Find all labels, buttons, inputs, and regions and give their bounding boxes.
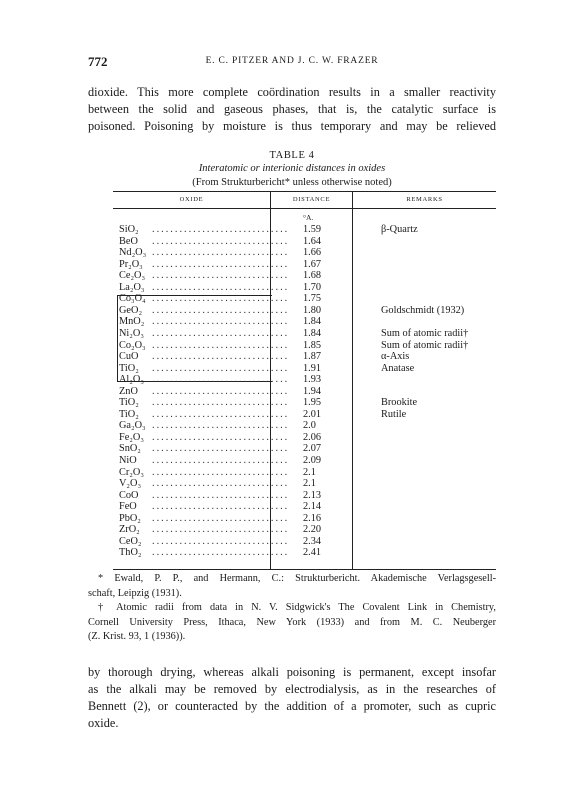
table-row — [0, 524, 572, 536]
distance-cell: 1.91 — [303, 362, 322, 374]
page-header — [88, 54, 496, 70]
leader-dots: .............................. — [152, 466, 290, 478]
leader-dots: .............................. — [152, 397, 290, 409]
table-row — [0, 386, 572, 398]
footnotes — [88, 572, 496, 645]
oxide-cell: Co₃O₄ — [119, 293, 146, 305]
paragraph-bottom — [88, 664, 496, 732]
table-row — [0, 293, 572, 305]
table-row — [0, 501, 572, 513]
distance-cell: 1.84 — [303, 327, 322, 339]
text-line: poisoned. Poisoning by moisture is thus temporary and may be relieved — [88, 119, 496, 133]
distance-cell: 2.0 — [303, 420, 316, 432]
table-row — [0, 224, 572, 236]
table-row — [0, 409, 572, 421]
oxide-cell: GeO₂ — [119, 304, 143, 316]
column-header-distance: DISTANCE — [292, 196, 331, 203]
distance-cell: 1.95 — [303, 397, 322, 409]
oxide-cell: TiO₂ — [119, 408, 139, 420]
oxide-cell: Al₂O₃ — [119, 374, 144, 386]
distance-units: °A. — [303, 213, 314, 222]
oxide-cell: SiO₂ — [119, 224, 139, 235]
paragraph-top — [88, 84, 496, 135]
remark-cell: Brookite — [381, 397, 418, 409]
table-row — [0, 328, 572, 340]
table-row — [0, 467, 572, 479]
leader-dots: .............................. — [152, 247, 290, 259]
table-row — [0, 374, 572, 386]
distance-cell: 2.20 — [303, 524, 322, 536]
oxide-cell: Ce₂O₃ — [119, 270, 146, 282]
leader-dots: .............................. — [152, 327, 290, 339]
oxide-cell: Nd₂O₃ — [119, 247, 147, 259]
leader-dots: .............................. — [152, 351, 290, 363]
column-header-oxide: OXIDE — [179, 196, 204, 203]
footnote-line: * Ewald, P. P., and Hermann, C.: Strukturbericht. Akademische Verlagsgesell- — [98, 573, 496, 584]
distance-cell: 1.94 — [303, 385, 322, 397]
text-line: Bennett (2), or counteracted by the addition of a promoter, such as cupric — [88, 699, 496, 713]
distance-cell: 1.80 — [303, 304, 322, 316]
oxide-cell: CoO — [119, 489, 139, 501]
oxide-cell: TiO₂ — [119, 362, 139, 374]
table-row — [0, 305, 572, 317]
remark-cell: Goldschmidt (1932) — [381, 304, 465, 316]
running-head: E. C. PITZER AND J. C. W. FRAZER — [205, 56, 379, 66]
table-row — [0, 270, 572, 282]
footnote-line: † Atomic radii from data in N. V. Sidgwick's The Covalent Link in Chemistry, — [98, 602, 496, 613]
leader-dots: .............................. — [152, 304, 290, 316]
distance-cell: 2.06 — [303, 431, 322, 443]
footnote-line: schaft, Leipzig (1931). — [88, 587, 182, 599]
leader-dots: .............................. — [152, 535, 290, 547]
table-row — [0, 259, 572, 271]
table-header-rule — [113, 208, 496, 209]
column-header-remarks: REMARKS — [406, 196, 443, 203]
text-line: by thorough drying, whereas alkali poisoning is permanent, except insofar — [88, 665, 496, 679]
distance-cell: 1.68 — [303, 270, 322, 282]
table-row — [0, 513, 572, 525]
table-row — [0, 316, 572, 328]
oxide-cell: Fe₂O₃ — [119, 431, 144, 443]
leader-dots: .............................. — [152, 478, 290, 490]
oxide-cell: ZnO — [119, 385, 138, 397]
table-row — [0, 443, 572, 455]
leader-dots: .............................. — [152, 281, 290, 293]
remark-cell: Rutile — [381, 408, 407, 420]
leader-dots: .............................. — [152, 431, 290, 443]
table-row — [0, 340, 572, 352]
oxide-cell: MnO₂ — [119, 316, 145, 328]
text-line: between the solid and gaseous phases, that is, the catalytic surface is — [88, 102, 496, 116]
leader-dots: .............................. — [152, 512, 290, 524]
oxide-cell: NiO — [119, 455, 137, 466]
distance-cell: 2.34 — [303, 535, 322, 547]
oxide-cell: ThO₂ — [119, 547, 142, 559]
table-row — [0, 455, 572, 467]
table-row — [0, 282, 572, 294]
table-row — [0, 490, 572, 502]
leader-dots: .............................. — [152, 547, 290, 559]
distance-cell: 1.67 — [303, 258, 322, 270]
oxide-cell: V₂O₃ — [119, 478, 142, 490]
leader-dots: .............................. — [152, 408, 290, 420]
text-line: as the alkali may be removed by electrodialysis, as in the researches of — [88, 682, 496, 696]
leader-dots: .............................. — [152, 501, 290, 513]
table-row — [0, 478, 572, 490]
table-row — [0, 432, 572, 444]
distance-cell: 1.93 — [303, 374, 322, 386]
distance-cell: 1.66 — [303, 247, 322, 259]
oxide-cell: Co₂O₃ — [119, 339, 146, 351]
distance-cell: 1.70 — [303, 281, 322, 293]
remark-cell: α-Axis — [381, 351, 410, 363]
table-row — [0, 247, 572, 259]
oxide-cell: CeO₂ — [119, 535, 142, 547]
oxide-cell: SnO₂ — [119, 443, 141, 455]
leader-dots: .............................. — [152, 293, 290, 305]
distance-cell: 2.01 — [303, 408, 322, 420]
text-line: oxide. — [88, 716, 119, 730]
distance-cell: 1.59 — [303, 224, 322, 235]
oxide-cell: Cr₂O₃ — [119, 466, 144, 478]
table-top-rule — [113, 191, 496, 192]
table-bottom-rule — [113, 569, 496, 570]
table-row — [0, 351, 572, 363]
distance-cell: 1.87 — [303, 351, 322, 363]
distance-cell: 2.16 — [303, 512, 322, 524]
table-row — [0, 420, 572, 432]
distance-cell: 2.1 — [303, 466, 316, 478]
distance-cell: 2.13 — [303, 489, 322, 501]
leader-dots: .............................. — [152, 443, 290, 455]
distance-cell: 1.84 — [303, 316, 322, 328]
table-number: TABLE 4 — [269, 150, 315, 161]
oxide-cell: Pr₂O₃ — [119, 258, 143, 270]
leader-dots: .............................. — [152, 374, 290, 386]
footnote-line: Cornell University Press, Ithaca, New York (1933) and from M. C. Neuberger — [88, 616, 496, 628]
remark-cell: Sum of atomic radii† — [381, 339, 469, 351]
remark-cell: Sum of atomic radii† — [381, 327, 469, 339]
distance-cell: 1.85 — [303, 339, 322, 351]
leader-dots: .............................. — [152, 270, 290, 282]
table-row — [0, 236, 572, 248]
distance-cell: 2.41 — [303, 547, 322, 559]
table-row — [0, 536, 572, 548]
table-row — [0, 363, 572, 375]
oxide-cell: BeO — [119, 235, 138, 247]
oxide-cell: PbO₂ — [119, 512, 141, 524]
leader-dots: .............................. — [152, 385, 290, 397]
text-line: dioxide. This more complete coördination results in a smaller reactivity — [88, 85, 496, 99]
leader-dots: .............................. — [152, 339, 290, 351]
oxide-cell: Ga₂O₃ — [119, 420, 146, 432]
oxide-cell: Ni₂O₃ — [119, 327, 144, 339]
leader-dots: .............................. — [152, 224, 290, 235]
leader-dots: .............................. — [152, 489, 290, 501]
oxide-cell: TiO₂ — [119, 397, 139, 409]
remark-cell: Anatase — [381, 362, 415, 374]
leader-dots: .............................. — [152, 258, 290, 270]
table-row — [0, 397, 572, 409]
oxide-cell: CuO — [119, 351, 139, 363]
footnote-line: (Z. Krist. 93, 1 (1936)). — [88, 631, 186, 642]
leader-dots: .............................. — [152, 316, 290, 328]
distance-cell: 1.64 — [303, 235, 322, 247]
table-source: (From Strukturbericht* unless otherwise noted) — [192, 177, 392, 188]
remark-cell: β-Quartz — [381, 224, 418, 235]
leader-dots: .............................. — [152, 524, 290, 536]
oxide-cell: La₂O₃ — [119, 281, 145, 293]
distance-cell: 2.09 — [303, 455, 322, 466]
distance-cell: 1.75 — [303, 293, 322, 305]
leader-dots: .............................. — [152, 455, 290, 466]
distance-cell: 2.1 — [303, 478, 316, 490]
oxide-cell: ZrO₂ — [119, 524, 140, 536]
leader-dots: .............................. — [152, 420, 290, 432]
table-title: Interatomic or interionic distances in oxides — [198, 163, 386, 174]
distance-cell: 2.07 — [303, 443, 322, 455]
page-number: 772 — [88, 54, 108, 69]
oxide-cell: FeO — [119, 501, 137, 513]
leader-dots: .............................. — [152, 362, 290, 374]
table-row — [0, 547, 572, 559]
leader-dots: .............................. — [152, 235, 290, 247]
distance-cell: 2.14 — [303, 501, 322, 513]
